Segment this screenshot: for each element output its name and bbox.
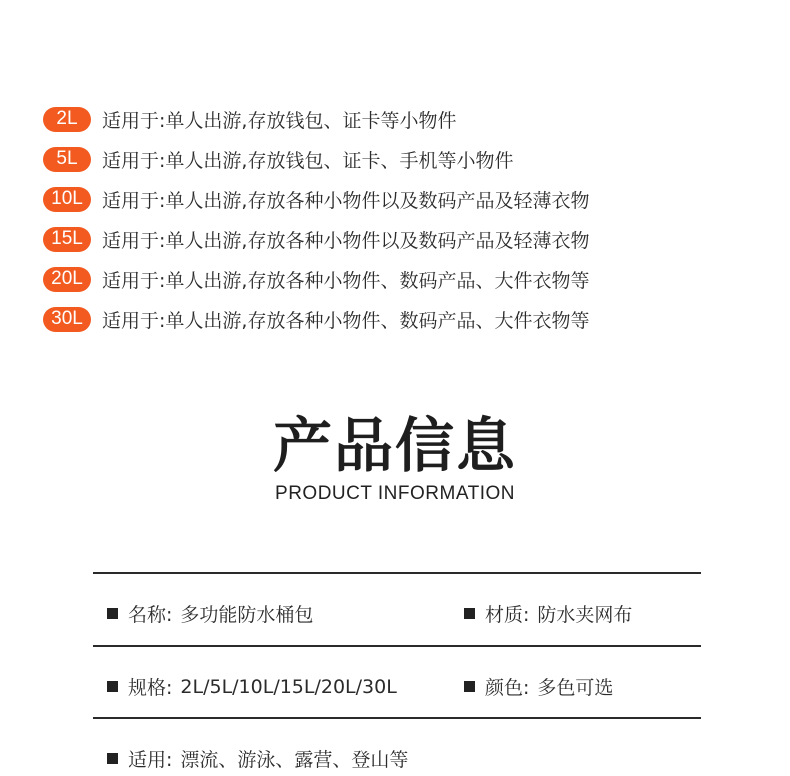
capacity-description: 适用于:单人出游,存放钱包、证卡、手机等小物件 [102,149,514,172]
info-name [107,600,313,627]
capacity-badge: 30L [43,307,91,332]
table-rule [93,572,701,574]
square-bullet-icon [107,753,118,764]
capacity-badge: 20L [43,267,91,292]
capacity-description: 适用于:单人出游,存放各种小物件以及数码产品及轻薄衣物 [102,229,590,252]
section-subtitle: PRODUCT INFORMATION [275,483,515,504]
info-value: 防水夹网布 [537,604,633,626]
square-bullet-icon [464,681,475,692]
capacity-description: 适用于:单人出游,存放各种小物件、数码产品、大件衣物等 [102,309,590,332]
info-spec [107,673,397,700]
capacity-badge: 10L [43,187,91,212]
info-material [464,600,632,627]
capacity-row-10l [43,179,589,219]
table-rule [93,645,701,647]
capacity-row-15l [43,219,589,259]
info-value: 多色可选 [537,677,614,699]
capacity-description: 适用于:单人出游,存放各种小物件、数码产品、大件衣物等 [102,269,590,292]
info-usage [107,745,408,772]
capacity-row-5l [43,139,589,179]
capacity-row-30l [43,299,589,339]
capacity-row-2l [43,99,589,139]
section-title: 产品信息 [272,411,517,480]
info-label: 颜色: [485,677,530,699]
capacity-row-20l [43,259,589,299]
square-bullet-icon [107,681,118,692]
info-label: 适用: [128,749,173,771]
info-label: 材质: [485,604,530,626]
capacity-badge: 2L [43,107,91,132]
capacity-description: 适用于:单人出游,存放钱包、证卡等小物件 [102,109,457,132]
info-label: 名称: [128,604,173,626]
capacity-description: 适用于:单人出游,存放各种小物件以及数码产品及轻薄衣物 [102,189,590,212]
capacity-list [43,99,589,339]
square-bullet-icon [464,608,475,619]
info-value: 漂流、游泳、露营、登山等 [180,749,409,771]
info-label: 规格: [128,677,173,699]
table-rule [93,717,701,719]
info-value: 2L/5L/10L/15L/20L/30L [180,675,397,698]
capacity-badge: 5L [43,147,91,172]
square-bullet-icon [107,608,118,619]
capacity-badge: 15L [43,227,91,252]
info-value: 多功能防水桶包 [180,604,314,626]
info-color [464,673,613,700]
